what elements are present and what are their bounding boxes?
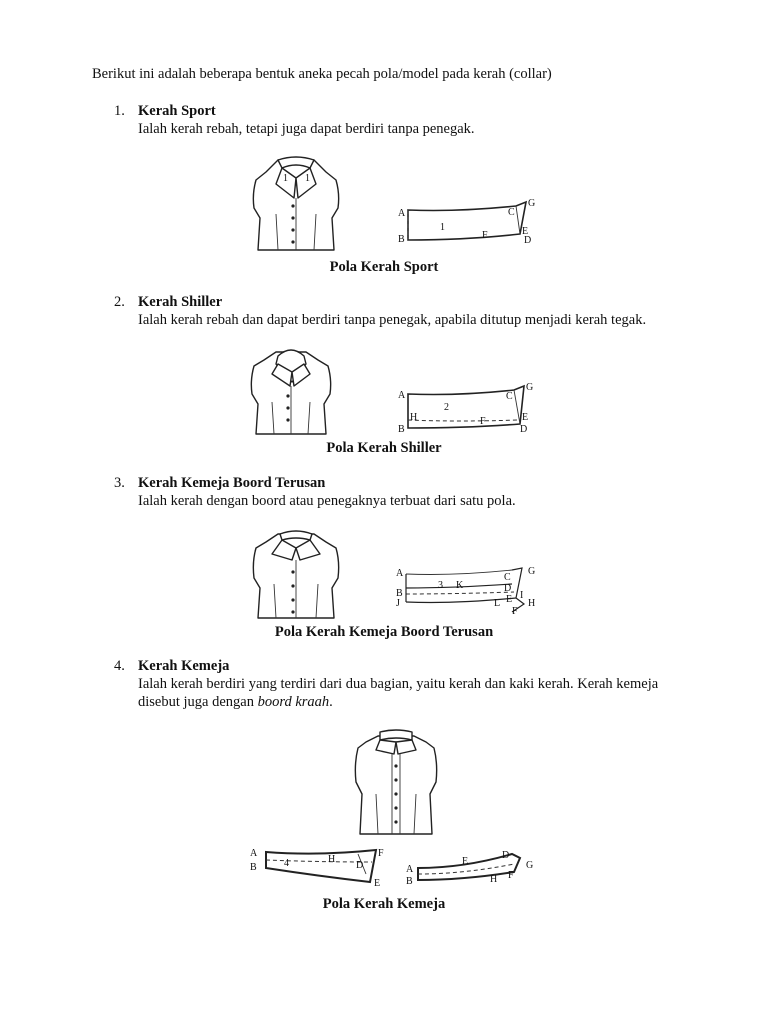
pattern-label-g: G [526,860,534,871]
pattern-label-h: H [490,874,498,885]
shirt-illustration-shiller [248,346,334,438]
pattern-label-e: E [522,226,529,237]
description-line-1: Ialah kerah berdiri yang terdiri dari dua bagian, yaitu kerah dan kaki kerah. Kerah kemeja [138,676,659,692]
shirt-label-left: 1 [283,173,288,184]
item-description: Ialah kerah dengan boord atau penegaknya terbuat dari satu pola. [138,493,516,509]
pattern-label-e: E [522,412,529,423]
pattern-label-f: F [512,606,518,617]
pattern-label-a: A [396,568,404,579]
pattern-label-a: A [250,848,258,859]
pattern-number: 2 [444,402,449,413]
pattern-label-f: F [482,230,488,241]
pattern-label-b: B [406,876,413,887]
item-description [138,675,708,711]
pattern-label-c: C [504,572,511,583]
pattern-label-j: J [396,598,400,609]
pattern-label-h: H [528,598,536,609]
item-number: 4. [114,658,125,674]
item-title: Kerah Kemeja Boord Terusan [138,475,326,491]
collar-pattern-sport [398,198,538,248]
shirt-illustration-sport [248,154,344,254]
pattern-label-e: E [506,594,513,605]
shirt-label-right: 1 [305,173,310,184]
pattern-label-c: C [508,207,515,218]
collar-pattern-kemeja-collar [248,842,398,890]
item-number: 1. [114,103,125,119]
collar-pattern-kemeja-stand [404,846,544,888]
item-description: Ialah kerah rebah dan dapat berdiri tanpa penegak, apabila ditutup menjadi kerah tegak. [138,312,647,328]
pattern-label-e: E [374,878,381,889]
shirt-illustration-kemeja [352,728,440,838]
pattern-label-e: E [462,856,469,867]
item-description: Ialah kerah rebah, tetapi juga dapat berdiri tanpa penegak. [138,121,475,137]
item-title: Kerah Kemeja [138,658,230,674]
caption-sport: Pola Kerah Sport [329,259,439,275]
pattern-label-c: C [506,391,513,402]
pattern-label-a: A [398,208,406,219]
pattern-label-g: G [526,382,534,393]
pattern-label-f: F [378,848,384,859]
italic-term: boord kraah [257,694,330,710]
pattern-label-b: B [250,862,257,873]
caption-boord-terusan: Pola Kerah Kemeja Boord Terusan [274,624,494,640]
item-number: 2. [114,294,125,310]
pattern-label-b: B [396,588,403,599]
pattern-label-g: G [528,566,536,577]
pattern-label-b: B [398,234,405,245]
pattern-label-i: I [520,590,524,601]
pattern-number: 4 [284,858,289,869]
item-title: Kerah Sport [138,103,216,119]
pattern-label-d: D [524,235,532,246]
shirt-illustration-boord-terusan [248,528,344,622]
pattern-label-d: D [504,583,512,594]
pattern-label-h: H [328,854,336,865]
pattern-label-b: B [398,424,405,435]
pattern-label-f: F [480,416,486,427]
pattern-label-g: G [528,198,536,209]
pattern-label-l: L [494,598,501,609]
pattern-label-d: D [520,424,528,435]
caption-shiller: Pola Kerah Shiller [326,440,442,456]
item-title: Kerah Shiller [138,294,223,310]
item-number: 3. [114,475,125,491]
pattern-label-f: F [508,870,514,881]
pattern-number: 1 [440,222,445,233]
caption-kemeja: Pola Kerah Kemeja [322,896,446,912]
pattern-label-k: K [456,580,464,591]
pattern-label-a: A [398,390,406,401]
collar-pattern-boord-terusan [394,562,544,618]
pattern-number: 3 [438,580,443,591]
pattern-label-h: H [410,412,418,423]
pattern-label-a: A [406,864,414,875]
pattern-label-d: D [356,860,364,871]
pattern-label-d: D [502,850,510,861]
description-line-2: disebut juga dengan boord kraah. [138,694,333,710]
collar-pattern-shiller [398,382,538,434]
intro-text: Berikut ini adalah beberapa bentuk aneka pecah pola/model pada kerah (collar) [92,66,552,82]
